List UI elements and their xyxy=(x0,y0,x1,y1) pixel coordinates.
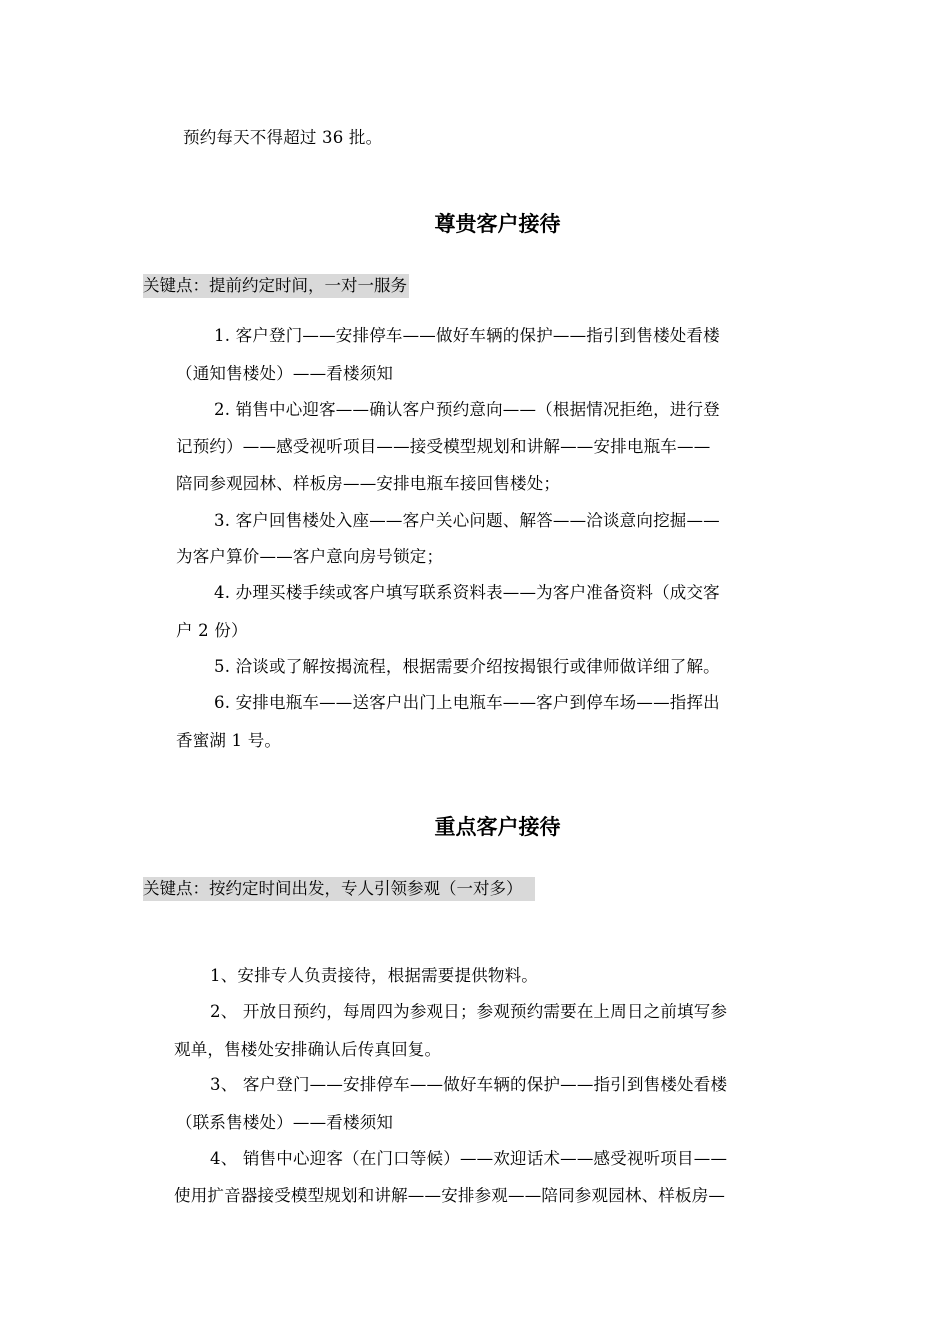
section1-line: 3. 客户回售楼处入座——客户关心问题、解答——洽谈意向挖掘—— xyxy=(214,511,720,530)
section2-line: 4、 销售中心迎客（在门口等候）——欢迎话术——感受视听项目—— xyxy=(210,1149,728,1168)
section1-line: 记预约）——感受视听项目——接受模型规划和讲解——安排电瓶车—— xyxy=(176,437,711,456)
section2-line: 观单，售楼处安排确认后传真回复。 xyxy=(174,1040,442,1059)
section1-line: 户 2 份） xyxy=(176,621,248,640)
section2-line: 1、安排专人负责接待，根据需要提供物料。 xyxy=(210,966,538,985)
intro-line: 预约每天不得超过 36 批。 xyxy=(183,128,383,147)
section1-key-point: 关键点：提前约定时间，一对一服务 xyxy=(143,274,409,298)
section1-line: 6. 安排电瓶车——送客户出门上电瓶车——客户到停车场——指挥出 xyxy=(214,693,720,712)
section2-line: 使用扩音器接受模型规划和讲解——安排参观——陪同参观园林、样板房— xyxy=(174,1186,726,1205)
section1-line: 5. 洽谈或了解按揭流程，根据需要介绍按揭银行或律师做详细了解。 xyxy=(214,657,720,676)
section2-title: 重点客户接待 xyxy=(434,815,561,839)
section1-line: （通知售楼处）——看楼须知 xyxy=(176,364,394,383)
section2-key-point: 关键点：按约定时间出发，专人引领参观（一对多） xyxy=(143,877,535,901)
section1-title: 尊贵客户接待 xyxy=(434,212,561,236)
section1-line: 1. 客户登门——安排停车——做好车辆的保护——指引到售楼处看楼 xyxy=(214,326,720,345)
section2-line: 3、 客户登门——安排停车——做好车辆的保护——指引到售楼处看楼 xyxy=(210,1075,728,1094)
section1-line: 2. 销售中心迎客——确认客户预约意向——（根据情况拒绝，进行登 xyxy=(214,400,720,419)
section1-line: 香蜜湖 1 号。 xyxy=(176,731,282,750)
section1-line: 陪同参观园林、样板房——安排电瓶车接回售楼处； xyxy=(176,474,561,493)
section1-line: 为客户算价——客户意向房号锁定； xyxy=(176,547,444,566)
section2-line: （联系售楼处）——看楼须知 xyxy=(176,1113,394,1132)
section2-line: 2、 开放日预约，每周四为参观日；参观预约需要在上周日之前填写参 xyxy=(210,1002,728,1021)
section1-line: 4. 办理买楼手续或客户填写联系资料表——为客户准备资料（成交客 xyxy=(214,583,720,602)
